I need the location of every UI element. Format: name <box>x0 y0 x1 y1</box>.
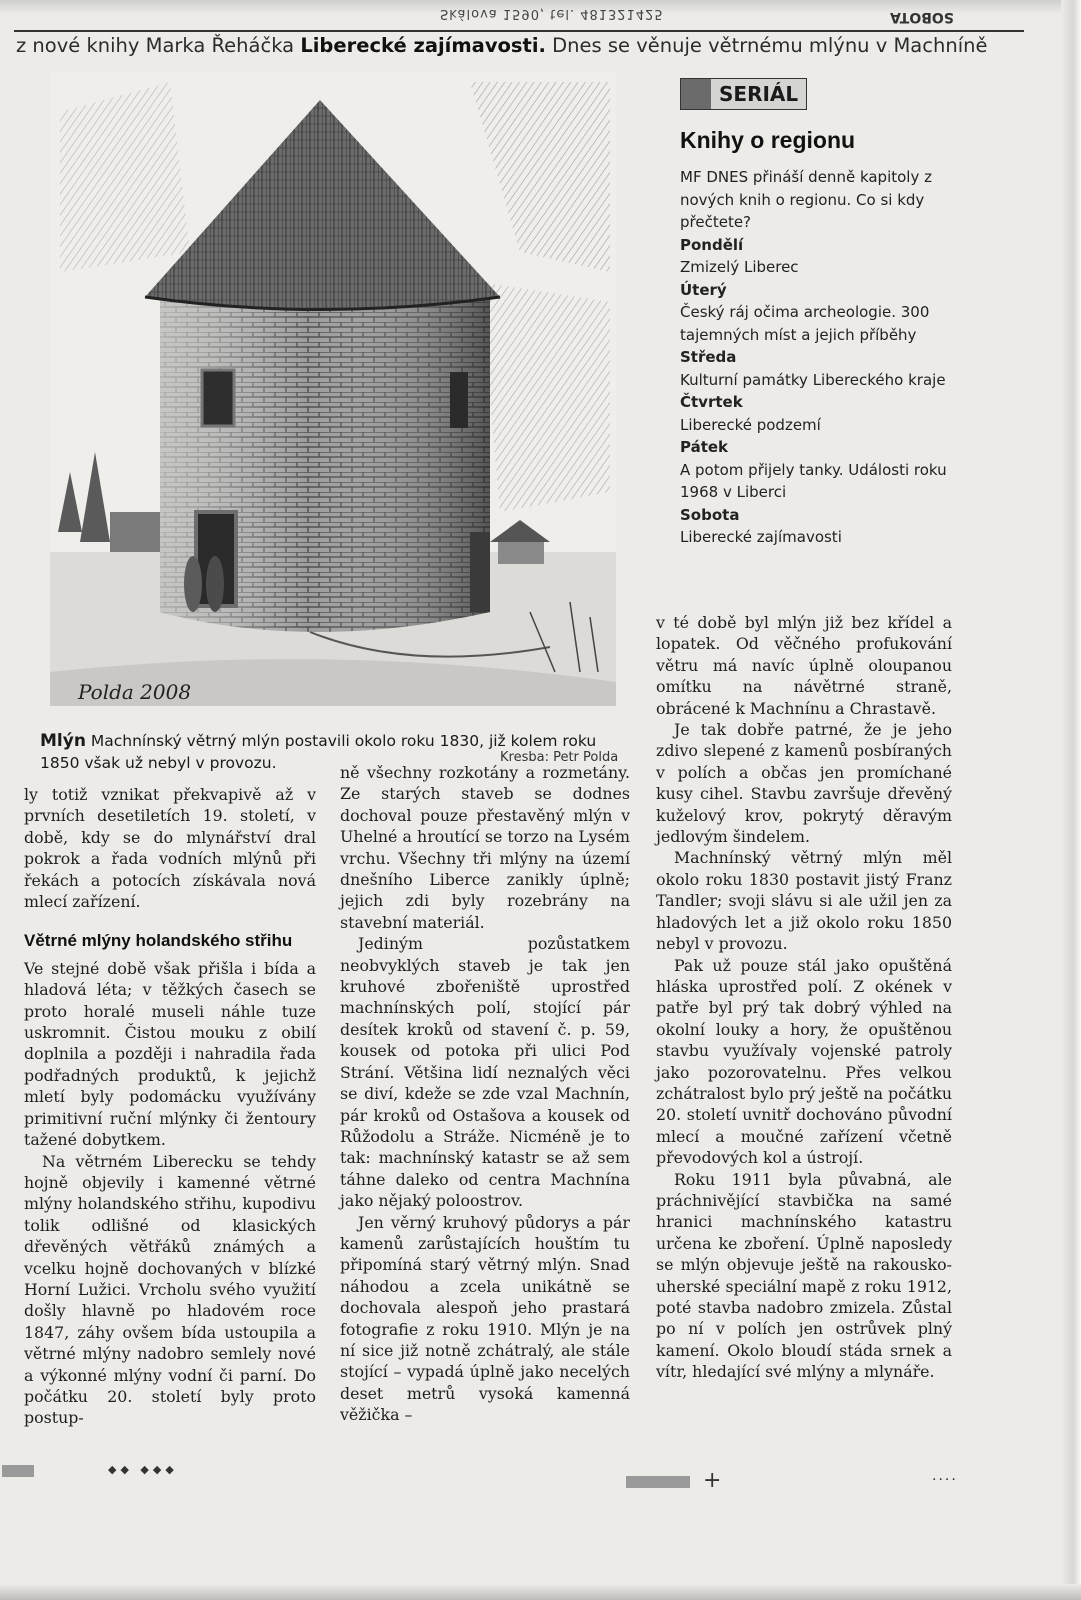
series-badge <box>680 78 807 110</box>
artist-signature: Polda 2008 <box>78 680 192 704</box>
footer-plus-mark: + <box>703 1468 722 1493</box>
badge-label: SERIÁL <box>711 79 806 109</box>
series-sidebar <box>680 78 980 549</box>
article-column-1 <box>24 784 316 1429</box>
article-paragraph: ly totiž vznikat překvapivě až v prvních desetiletích 19. století, v době, kdy se do mlynářství dral pokrok a řada vodních mlýnů při řekách a potocích získávala nová mlecí zařízení. <box>24 785 316 912</box>
page-edge-bottom <box>0 1584 1081 1600</box>
headline-book-title: Liberecké zajímavosti. <box>300 34 546 57</box>
article-column-3 <box>656 612 952 1383</box>
top-rule <box>14 30 1024 32</box>
schedule-book: Český ráj očima archeologie. 300 tajemných míst a jejich příběhy <box>680 303 930 344</box>
article-paragraph: Machnínský větrný mlýn měl okolo roku 1830 postavit jistý Franz Tandler; svoji slávu si ale užil jen za hladových let a již okolo roku 1850 nebyl v provozu. <box>656 848 952 954</box>
sidebar-title: Knihy o regionu <box>680 127 856 153</box>
windmill-illustration <box>50 72 616 706</box>
schedule-book: A potom přijely tanky. Události roku 1968 v Liberci <box>680 460 947 501</box>
article-column-2 <box>340 762 630 1426</box>
schedule-list <box>680 234 980 549</box>
schedule-book: Liberecké podzemí <box>680 415 821 434</box>
article-paragraph: Je tak dobře patrné, že je jeho zdivo slepené z kamenů posbíraných v polích a občas jen promíchané kusy cihel. Stavbu završuje dřevěný kuželový krov, pokrytý děravým jedlovým šindelem. <box>656 720 952 847</box>
footer-dots: ◆◆ ◆◆◆ <box>108 1463 178 1476</box>
schedule-day: Středa <box>680 348 737 366</box>
page-edge-right <box>1061 0 1081 1600</box>
caption-lead: Mlýn <box>40 731 86 751</box>
footer-ellipsis: ···· <box>932 1472 958 1488</box>
article-paragraph: Jen věrný kruhový půdorys a pár kamenů zarůstajících houštím tu připomíná starý větrný mlýn. Snad náhodou a zcela unikátně se dochovala alespoň jeho prastará fotografie z roku 1910. Mlýn je na ní sice již notně zchátralý, ale stále stojící – vypadá úplně jako necelých deset metrů vysoká kamenná věžička – <box>340 1212 630 1425</box>
article-paragraph: v té době byl mlýn již bez křídel a lopatek. Od věčného profukování větru má navíc úplně oloupanou omítku na návětrné straně, obrácené k Machnínu a Chrastavě. <box>656 613 952 718</box>
schedule-day: Pátek <box>680 438 729 456</box>
article-paragraph: Ve stejné době však přišla i bída a hladová léta; v těžkých časech se proto horalé museli náhle tuze uskromnit. Čistou mouku z obilí doplnila a později i nahradila řada podřadných produktů, k jejichž mletí byly podomácku využívány primitivní ruční mlýnky či žentoury tažené dobytkem. <box>24 958 316 1150</box>
schedule-day: Čtvrtek <box>680 393 743 411</box>
schedule-day: Úterý <box>680 280 727 299</box>
article-paragraph: Roku 1911 byla půvabná, ale práchnivějící stavbička na samé hranici machnínského katastru určena ke zboření. Úplně naposledy se mlýn objevuje ještě na rakousko-uherské speciální mapě z roku 1912, poté stavba nadobro zmizela. Zůstal po ní v polích jen ostrůvek plný kamení. Okolo bloudí stáda srnek a vítr, hledající své mlýny a mlynáře. <box>656 1169 952 1382</box>
article-paragraph: Na větrném Liberecku se tehdy hojně objevily i kamenné větrné mlýny holandského střihu, kupodivu tolik odlišné od klasických dřevěných větřáků známých a vcelku hojně dochovaných v blízké Horní Lužici. Vrcholu svého využití došly hlavně po hladovém roce 1847, záhy ovšem bída ustoupila a větrné mlýny nadobro semlely nové a výkonné mlýny vodní či parní. Do počátku 20. století byly proto postup- <box>24 1151 316 1428</box>
headline-part-2: Dnes se věnuje větrnému mlýnu v Machníně <box>545 34 988 57</box>
schedule-book: Liberecké zajímavosti <box>680 528 842 546</box>
headline-part-1: z nové knihy Marka Řeháčka <box>16 34 301 57</box>
caption-text: Machnínský větrný mlýn postavili okolo roku 1830, již kolem roku 1850 však už nebyl v provozu. <box>40 732 597 772</box>
schedule-book: Kulturní památky Libereckého kraje <box>680 370 946 389</box>
schedule-book: Zmizelý Liberec <box>680 258 799 276</box>
footer-bar-left <box>2 1465 34 1477</box>
badge-block <box>681 79 711 109</box>
footer-bar-right <box>626 1476 690 1488</box>
article-paragraph: ně všechny rozkotány a rozmetány. Ze starých staveb se dodnes dochoval pouze přestavěný mlýn v Uhelné a hroutící se torzo na Lysém vrchu. Všechny tři mlýny na území dnešního Liberce zanikly úplně; jejich zdi byly rozebrány na stavební materiál. <box>340 763 630 932</box>
schedule-day: Sobota <box>680 505 740 524</box>
sidebar-intro: MF DNES přináší denně kapitoly z nových knih o regionu. Co si kdy přečtete? <box>680 168 932 231</box>
article-paragraph: Jediným pozůstatkem neobvyklých staveb je tak jen kruhové zbořeniště uprostřed machnínských polí, stojící pár desítek kroků od stavení č. p. 59, kousek od potoka při ulici Pod Strání. Většina lidí neznalých věci se diví, kdeže se zde vzal Machnín, pár kroků od Ostašova a kousek od Růžodolu a Stráže. Nicméně je to tak: machnínský katastr se až sem táhne daleko od centra Machnína jako nějaký poloostrov. <box>340 934 630 1211</box>
headline <box>16 34 1016 57</box>
mirrored-masthead-text: Skálova 1590, tel. 481321425 <box>440 6 664 21</box>
article-subheading: Větrné mlýny holandského střihu <box>24 931 293 951</box>
mirrored-day-label: SOBOTA <box>890 9 954 25</box>
schedule-day: Pondělí <box>680 235 744 254</box>
image-credit: Kresba: Petr Polda <box>500 750 619 765</box>
article-paragraph: Pak už pouze stál jako opuštěná hláska uprostřed polí. Z okének v patře byl prý tak dobrý výhled na okolní louky a hory, že opuštěnou stavbu využívaly vojenské patroly jako pozorovatelnu. Přes velkou zchátralost bylo prý ještě na počátku 20. století uvnitř dochováno původní mlecí a moučné zařízení včetně převodových kol a ústrojí. <box>656 955 953 1168</box>
